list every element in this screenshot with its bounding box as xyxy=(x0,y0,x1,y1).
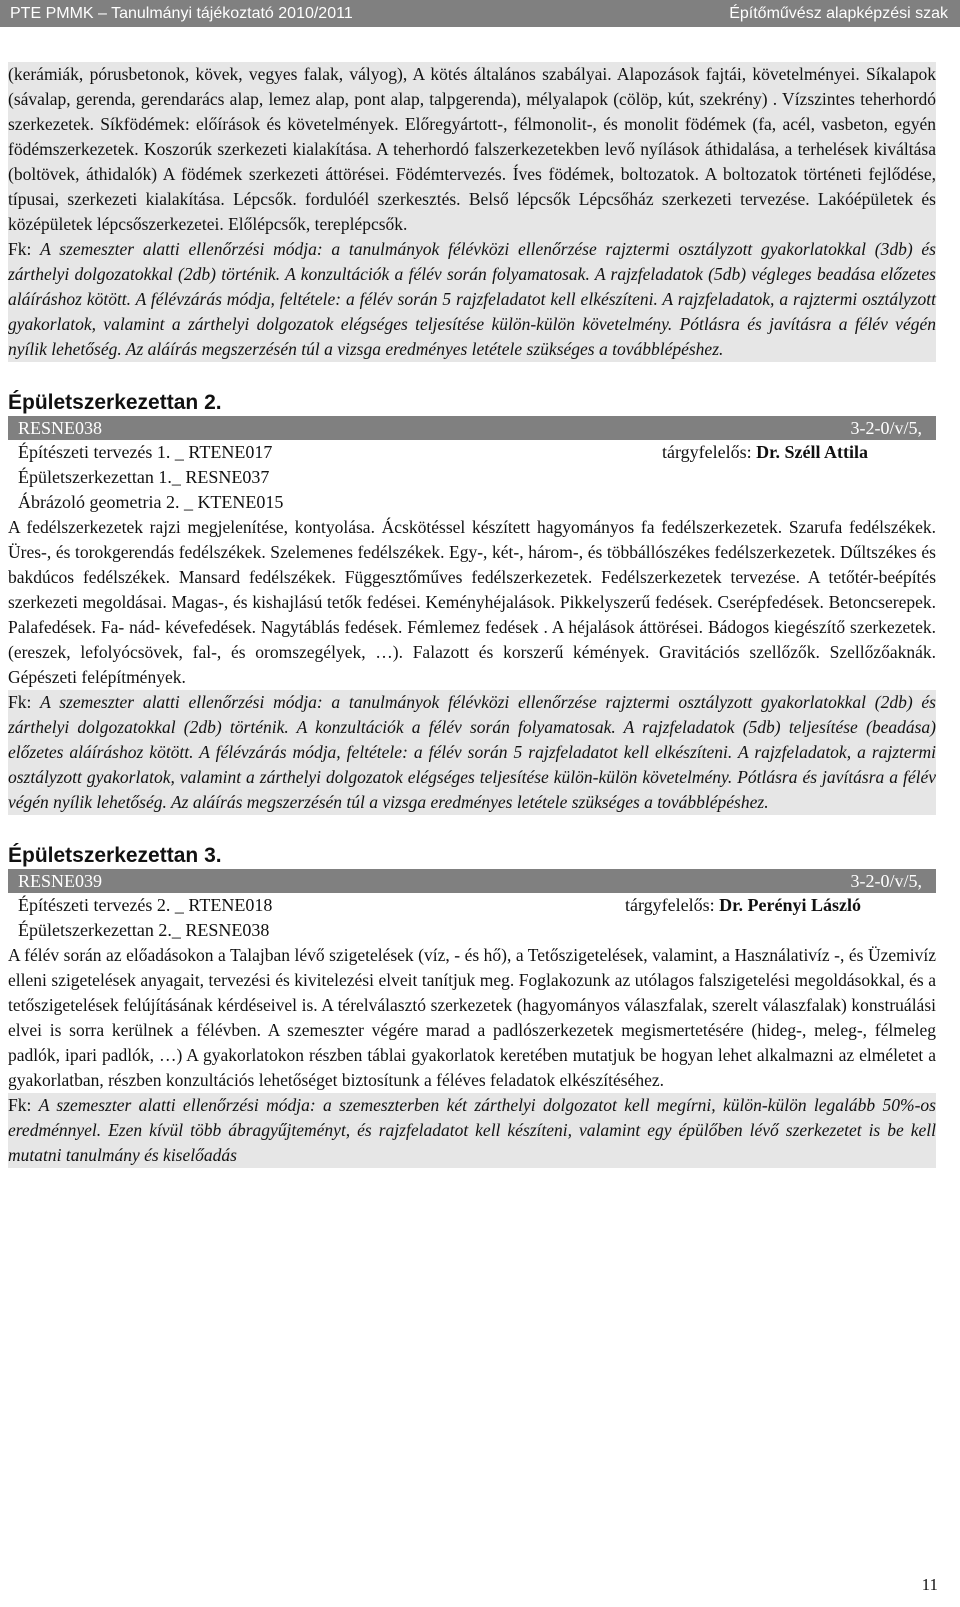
course-credits: 3-2-0/v/5, xyxy=(850,418,922,438)
prerequisite: Épületszerkezettan 1._ RESNE037 xyxy=(18,467,270,487)
prerequisite-line xyxy=(8,918,936,943)
course-code-bar xyxy=(8,416,936,440)
assessment-label: Fk: xyxy=(8,239,41,259)
course-assessment xyxy=(8,1093,936,1168)
course-title: Épületszerkezettan 2. xyxy=(8,391,222,414)
document-body xyxy=(8,62,936,1168)
responsible-name: Dr. Széll Attila xyxy=(756,442,868,462)
responsible-label: tárgyfelelős: xyxy=(662,442,757,462)
course-description: A félév során az előadásokon a Talajban lévő szigetelések (víz, - és hő), a Tetőszigetelések, valamint, a Használativíz -, és Üzemivíz elleni szigetelések anyagait, tervezési és kivitelezési elveit tanítjuk meg. Foglakozunk az utólagos falszigetelési megoldásokkal, és a tetőszigetelések felújításának kérdéseivel is. A térelválasztó szerkezetek (hagyományos válaszfalak, szerelt válaszfalak) konstruálási elvei is sorra kerülnek a félévben. A szemeszter végére marad a padlószerkezetek megismertetésére (hideg-, meleg-, félmeleg padlók, ipari padlók, …) A gyakorlatokon részben táblai gyakorlatok keretében mutatjuk be hogyan lehet alkalmazni az elméletet a gyakorlatban, részben konzultációs lehetőséget biztosítunk a féléves feladatok elkészítéséhez. xyxy=(8,945,936,1090)
prerequisite: Építészeti tervezés 2. _ RTENE018 xyxy=(18,895,273,915)
course-description: A fedélszerkezetek rajzi megjelenítése, kontyolása. Ácskötéssel készített hagyományos fa fedélszerkezetek. Szarufa fedélszékek. Üres-, és torokgerendás fedélszékek. Szelemenes fedélszékek. Egy-, két-, három-, és többállószékes fedélszerkezetek. Dűltszékes és bakdúcos fedélszékek. Mansard fedélszékek. Függesztőműves fedélszerkezetek. Fedélszerkezetek tervezése. A tetőtér-beépítés szerkezeti megoldásai. Magas-, és kishajlású tetők fedései. Keményhéjalások. Pikkelyszerű fedések. Cserépfedések. Betoncserepek. Palafedések. Fa- nád- kévefedések. Nagytáblás fedések. Fémlemez fedések . A héjalások áttörései. Bádogos kiegészítő szerkezetek. (ereszek, lefolyócsövek, fal-, és oromszegélyek, …). Falazott és korszerű kémények. Gravitációs szellőzők. Szellőzőaknák. Gépészeti felépítmények. xyxy=(8,517,936,687)
page-header xyxy=(0,0,960,27)
assessment-text: A szemeszter alatti ellenőrzési módja: a tanulmányok félévközi ellenőrzése rajztermi osztályzott gyakorlatokkal (2db) és zárthelyi dolgozatokkal (2db) történik. A konzultációk a félév során folyamatosak. A rajzfeladatok (5db) teljesítése (beadása) előzetes aláíráshoz kötött. A félévzárás módja, feltétele: a félév során 5 rajzfeladatot kell elkészíteni. A rajzfeladatok, a rajztermi osztályzott gyakorlatok, valamint a zárthelyi dolgozatok elégséges teljesítése külön-külön követelmény. Pótlásra és javításra a félév végén nyílik lehetőség. Az aláírás megszerzésén túl a vizsga eredményes letétele szükséges a továbblépéshez. xyxy=(8,692,936,812)
prerequisite-line xyxy=(8,490,936,515)
prerequisite: Épületszerkezettan 2._ RESNE038 xyxy=(18,920,270,940)
course-code: RESNE038 xyxy=(18,418,103,438)
prerequisite: Építészeti tervezés 1. _ RTENE017 xyxy=(18,442,273,462)
course-credits: 3-2-0/v/5, xyxy=(850,871,922,891)
page-number: 11 xyxy=(921,1575,938,1594)
prerequisite-line xyxy=(8,465,936,490)
prerequisite: Ábrázoló geometria 2. _ KTENE015 xyxy=(18,492,284,512)
responsible-label: tárgyfelelős: xyxy=(625,895,720,915)
header-left-text: PTE PMMK – Tanulmányi tájékoztató 2010/2011 xyxy=(10,5,353,22)
responsible-name: Dr. Perényi László xyxy=(719,895,861,915)
course-title: Épületszerkezettan 3. xyxy=(8,844,222,867)
prerequisite-line xyxy=(8,893,936,918)
prerequisite-line xyxy=(8,440,936,465)
assessment-text: A szemeszter alatti ellenőrzési módja: a szemeszterben két zárthelyi dolgozatot kell megírni, külön-külön legalább 50%-os eredménnyel. Ezen kívül több ábragyűjteményt, és rajzfeladatot kell készíteni, valamint egy épülőben lévő szerkezetet is be kell mutatni tanulmány és kiselőadás xyxy=(8,1095,936,1165)
assessment-text: A szemeszter alatti ellenőrzési módja: a tanulmányok félévközi ellenőrzése rajztermi osztályzott gyakorlatokkal (3db) és zárthelyi dolgozatokkal (2db) történik. A konzultációk a félév során folyamatosak. A rajzfeladatok (5db) végleges beadása előzetes aláíráshoz kötött. A félévzárás módja, feltétele: a félév során 5 rajzfeladatot kell elkészíteni. A rajzfeladatok, a rajztermi osztályzott gyakorlatok, valamint a zárthelyi dolgozatok elégséges teljesítése külön-külön követelmény. Pótlásra és javításra a félév végén nyílik lehetőség. Az aláírás megszerzésén túl a vizsga eredményes letétele szükséges a továbblépéshez. xyxy=(8,239,936,359)
course-assessment xyxy=(8,690,936,815)
header-right-text: Építőművész alapképzési szak xyxy=(729,5,948,22)
assessment-label: Fk: xyxy=(8,692,41,712)
course-code: RESNE039 xyxy=(18,871,103,891)
intro-paragraph: (kerámiák, pórusbetonok, kövek, vegyes falak, vályog), A kötés általános szabályai. Alapozások fajtái, követelményei. Síkalapok (sávalap, gerenda, gerendarács alap, lemez alap, pont alap, talpgerenda), mélyalapok (cölöp, kút, szekrény) . Vízszintes teherhordó szerkezetek. Síkfödémek: előírások és követelmények. Előregyártott-, félmonolit-, és monolit födémek (fa, acél, vasbeton, egyén födémszerkezetek. Koszorúk szerkezeti kialakítása. A teherhordó falszerkezetekben levő nyílások áthidalása, a terhelések kiváltása (boltövek, áthidalók) A födémek szerkezeti áttörései. Födémtervezés. Íves födémek, boltozatok. A boltozatok történeti fejlődése, típusai, szerkezeti kialakítása. Lépcsők. fordulóél szerkesztés. Belső lépcsők Lépcsőház szerkezeti tervezése. Lakóépületek és középületek lépcsőszerkezetei. Előlépcsők, tereplépcsők. xyxy=(8,62,936,237)
assessment-label: Fk: xyxy=(8,1095,39,1115)
intro-assessment xyxy=(8,237,936,362)
course-responsible xyxy=(662,440,868,465)
course-responsible xyxy=(625,893,861,918)
course-code-bar xyxy=(8,869,936,893)
